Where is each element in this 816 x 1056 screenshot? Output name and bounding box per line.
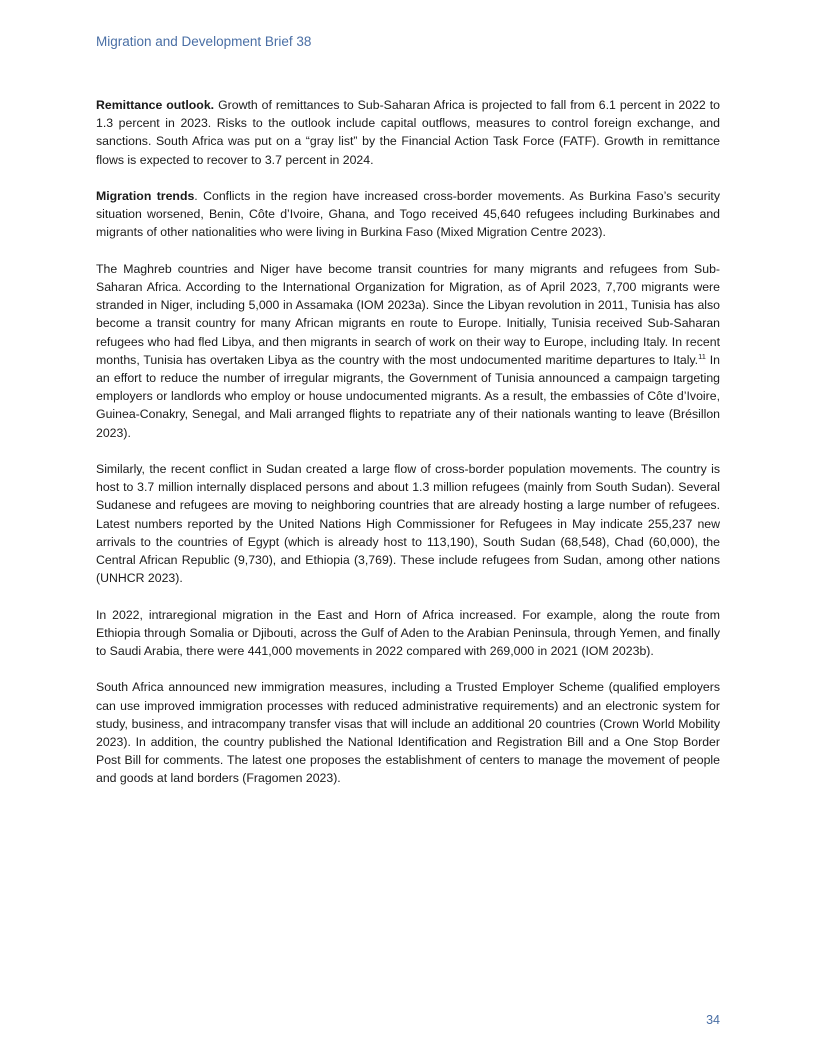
maghreb-text-part2: In an effort to reduce the number of irregular migrants, the Government of Tunisia announced a campaign targeting employers or landlords who employ or house undocumented migrants. As a result, the embassies of Côte d’Ivoire, Guinea-Conakry, Senegal, and Mali arranged flights to repatriate any of their nationals wanting to leave (Brésillon 2023). [96,352,720,440]
migration-trends-text: . Conflicts in the region have increased cross-border movements. As Burkina Faso’s security situation worsened, Benin, Côte d’Ivoire, Ghana, and Togo received 45,640 refugees including Burkinabes and migrants of other nationalities who were living in Burkina Faso (Mixed Migration Centre 2023). [96,189,720,240]
paragraph-south-africa: South Africa announced new immigration measures, including a Trusted Employer Scheme (qualified employers can use improved immigration processes with reduced administrative requirements) and an electronic system for study, business, and intracompany transfer visas that will include an additional 20 countries (Crown World Mobility 2023). In addition, the country published the National Identification and Registration Bill and a One Stop Border Post Bill for comments. The latest one proposes the establishment of centers to manage the movement of people and goods at land borders (Fragomen 2023). [96,680,720,786]
paragraph-remittance-outlook [96,96,720,169]
page-number: 34 [706,1013,720,1027]
migration-trends-heading: Migration trends [96,189,195,203]
running-title: Migration and Development Brief 38 [96,34,312,49]
paragraph-sudan: Similarly, the recent conflict in Sudan created a large flow of cross-border population movements. The country is host to 3.7 million internally displaced persons and about 1.3 million refugees (mainly from South Sudan). Several Sudanese and refugees are moving to neighboring countries that are already hosting a large number of refugees. Latest numbers reported by the United Nations High Commissioner for Refugees in May indicate 255,237 new arrivals to the countries of Egypt (which is already host to 113,190), South Sudan (68,548), Chad (60,000), the Central African Republic (9,730), and Ethiopia (3,769). These include refugees from Sudan, among other nations (UNHCR 2023). [96,462,720,586]
footnote-reference[interactable]: 11 [698,351,706,361]
remittance-outlook-text: Growth of remittances to Sub-Saharan Africa is projected to fall from 6.1 percent in 2022 to 1.3 percent in 2023. Risks to the outlook include capital outflows, measures to control foreign exchange, and sanctions. South Africa was put on a “gray list” by the Financial Action Task Force (FATF). Growth in remittance flows is expected to recover to 3.7 percent in 2024. [96,98,720,167]
remittance-outlook-heading: Remittance outlook. [96,98,215,112]
paragraph-migration-trends [96,187,720,242]
paragraph-maghreb [96,260,720,442]
main-text [96,96,720,806]
paragraph-east-horn-africa: In 2022, intraregional migration in the East and Horn of Africa increased. For example, along the route from Ethiopia through Somalia or Djibouti, across the Gulf of Aden to the Arabian Peninsula, through Yemen, and finally to Saudi Arabia, there were 441,000 movements in 2022 compared with 269,000 in 2021 (IOM 2023b). [96,607,720,659]
maghreb-text-part1: The Maghreb countries and Niger have become transit countries for many migrants and refugees from Sub-Saharan Africa. According to the International Organization for Migration, as of April 2023, 7,700 migrants were stranded in Niger, including 5,000 in Assamaka (IOM 2023a). Since the Libyan revolution in 2011, Tunisia has also become a transit country for many African migrants en route to Europe. Initially, Tunisia received Sub-Saharan refugees who had fled Libya, and then migrants in search of work on their way to Europe, including Italy. In recent months, Tunisia has overtaken Libya as the country with the most undocumented maritime departures to Italy. [96,261,720,367]
